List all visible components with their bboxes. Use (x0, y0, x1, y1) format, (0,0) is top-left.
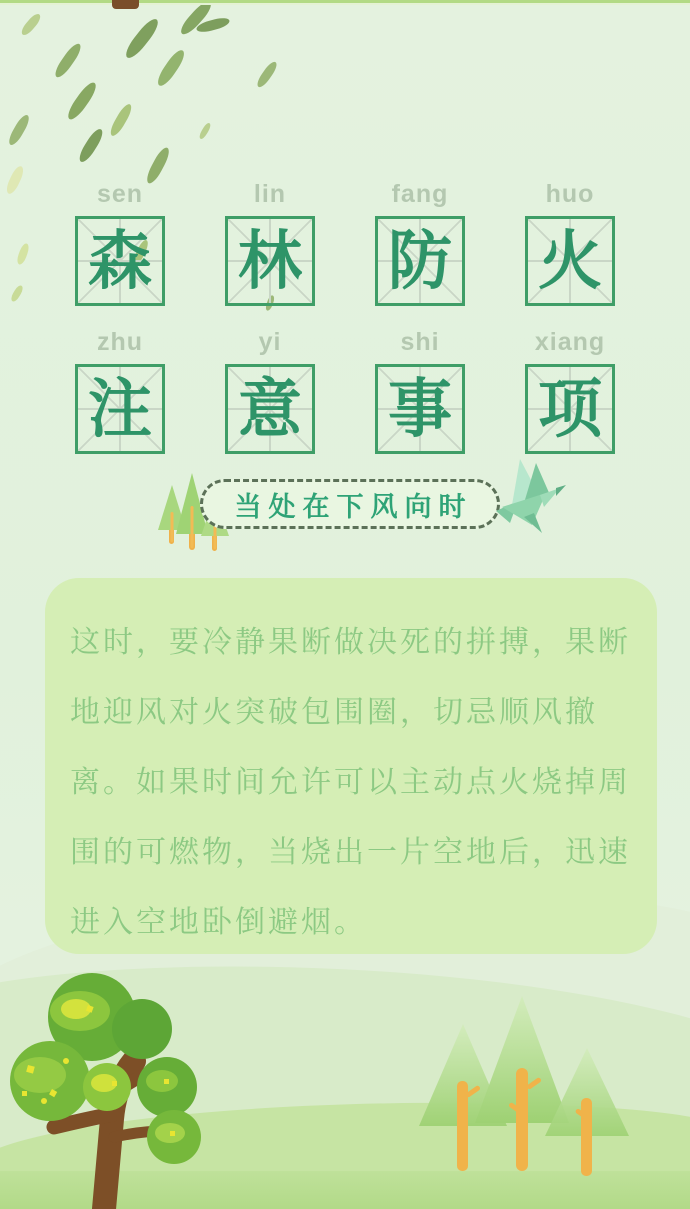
title-character: 意 (238, 373, 302, 445)
pinyin-label: xiang (534, 328, 606, 356)
title-character: 森 (88, 225, 152, 297)
title-character: 注 (88, 373, 152, 445)
character-row-1 (0, 216, 690, 306)
title-character: 火 (538, 225, 602, 297)
cartoon-tree-icon (0, 969, 222, 1209)
content-panel (45, 578, 657, 954)
character-box (75, 216, 165, 306)
section-badge (0, 455, 690, 555)
leaf-icon (255, 60, 280, 90)
leaf-icon (154, 47, 187, 89)
leaf-icon (122, 16, 162, 62)
branch-stub-icon (112, 0, 139, 9)
pine-trees-icon (405, 996, 635, 1181)
leaf-icon (108, 102, 135, 138)
character-box (525, 364, 615, 454)
leaf-icon (19, 12, 43, 38)
pinyin-label: zhu (96, 328, 144, 356)
character-box (225, 216, 315, 306)
pinyin-row-2 (0, 328, 690, 357)
top-border-bar (0, 0, 690, 5)
character-row-2 (0, 364, 690, 454)
character-box (375, 364, 465, 454)
pinyin-label: yi (258, 328, 282, 356)
leaf-icon (198, 122, 212, 141)
pinyin-label: huo (545, 180, 595, 208)
pinyin-row-1 (0, 180, 690, 209)
character-box (75, 364, 165, 454)
leaf-icon (76, 126, 105, 164)
character-box (225, 364, 315, 454)
origami-bird-icon (490, 455, 568, 537)
pinyin-label: fang (391, 180, 449, 208)
title-character: 项 (538, 373, 602, 445)
body-text: 这时，要冷静果断做决死的拼搏，果断地迎风对火突破包围圈，切忌顺风撤离。如果时间允许可以主动点火烧掉周围的可燃物，当烧出一片空地后，迅速进入空地卧倒避烟。 (70, 626, 631, 939)
badge-pill (200, 479, 500, 529)
badge-label: 当处在下风向时 (234, 491, 473, 522)
bottom-landscape (0, 949, 690, 1209)
character-box (525, 216, 615, 306)
leaf-icon (177, 0, 214, 38)
title-character: 事 (388, 373, 452, 445)
pinyin-label: lin (253, 180, 287, 208)
pinyin-label: sen (96, 180, 144, 208)
title-character: 林 (238, 225, 302, 297)
poster-title (0, 180, 690, 476)
title-character: 防 (388, 225, 452, 297)
leaf-icon (64, 80, 99, 123)
pinyin-label: shi (400, 328, 440, 356)
leaf-icon (52, 41, 84, 80)
leaf-icon (6, 113, 32, 147)
character-box (375, 216, 465, 306)
